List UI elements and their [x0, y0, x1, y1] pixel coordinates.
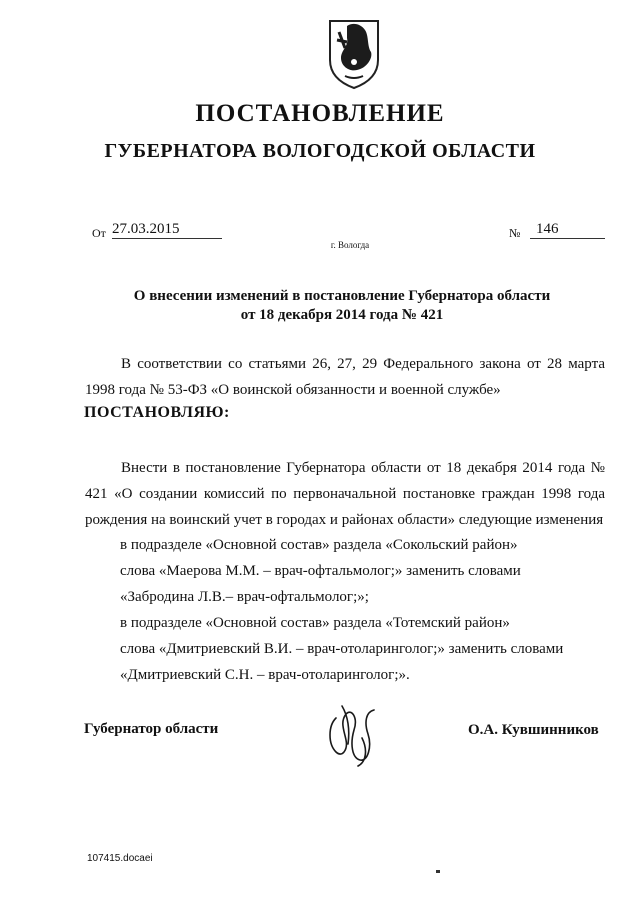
- decree-word: ПОСТАНОВЛЯЮ:: [84, 404, 230, 421]
- document-title: ПОСТАНОВЛЕНИЕ: [195, 100, 445, 127]
- change-line: «Забродина Л.В.– врач-офтальмолог;»;: [120, 589, 369, 605]
- subject-line-2: от 18 декабря 2014 года № 421: [240, 307, 444, 323]
- signatory-position: Губернатор области: [84, 721, 219, 737]
- main-paragraph: Внести в постановление Губернатора области от 18 декабря 2014 года № 421 «О создании комиссий по первоначальной постановке граждан 1998 года рождения на воинский учет в городах и районах области» следующие изменения: [85, 460, 605, 528]
- document-subtitle: ГУБЕРНАТОРА ВОЛОГОДСКОЙ ОБЛАСТИ: [104, 140, 536, 162]
- document-reference: 107415.docaei: [87, 853, 153, 864]
- date-prefix: От: [92, 226, 106, 240]
- number-prefix: №: [509, 226, 521, 240]
- document-number: 146: [530, 221, 605, 239]
- document-date: 27.03.2015: [112, 221, 222, 239]
- subject-line-1: О внесении изменений в постановление Губернатора области: [133, 288, 551, 304]
- change-line: «Дмитриевский С.Н. – врач-отоларинголог;».: [120, 667, 410, 683]
- signatory-name: О.А. Кувшинников: [468, 722, 599, 738]
- change-line: слова «Маерова М.М. – врач-офтальмолог;» заменить словами: [120, 563, 521, 579]
- change-line: слова «Дмитриевский В.И. – врач-отоларинголог;» заменить словами: [120, 641, 564, 657]
- change-line: в подразделе «Основной состав» раздела «Тотемский район»: [120, 615, 510, 631]
- change-line: в подразделе «Основной состав» раздела «Сокольский район»: [120, 537, 518, 553]
- scan-mark: [436, 870, 440, 873]
- coat-of-arms-icon: [327, 18, 381, 90]
- handwritten-signature: [322, 700, 382, 768]
- preamble-paragraph: В соответствии со статьями 26, 27, 29 Федерального закона от 28 марта 1998 года № 53-ФЗ «О воинской обязанности и военной службе»: [85, 356, 605, 398]
- city-label: г. Вологда: [330, 240, 370, 250]
